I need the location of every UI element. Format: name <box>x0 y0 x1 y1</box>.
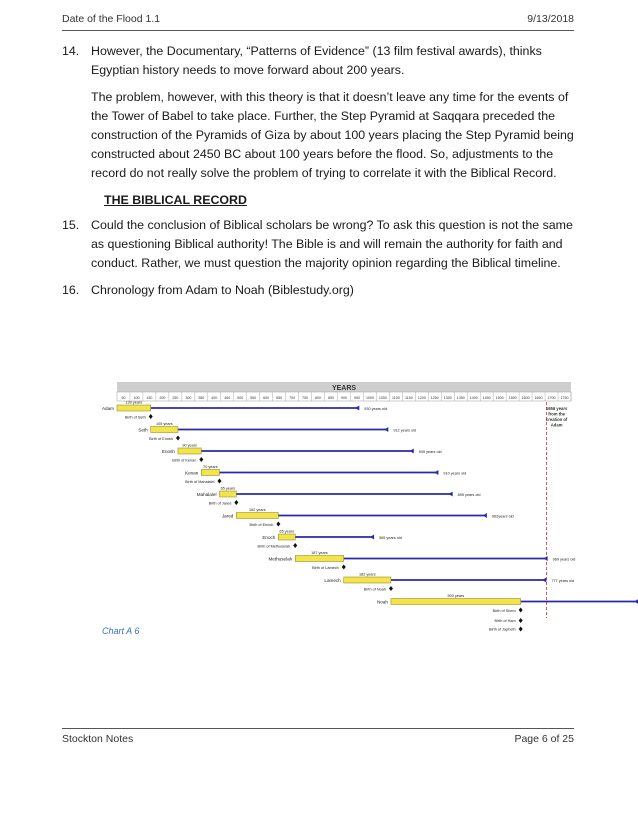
birth-marker <box>234 500 238 505</box>
birth-label: Birth of Noah <box>363 587 386 592</box>
son-bar <box>295 556 344 562</box>
tick-label: 1500 <box>495 396 504 400</box>
person-name: Enosh <box>161 449 175 454</box>
birth-marker <box>519 608 523 613</box>
tick-label: 1050 <box>378 396 387 400</box>
tick-label: 300 <box>185 396 192 400</box>
death-age-label: 912 years old <box>393 428 417 433</box>
birth-label: Birth of Shem <box>492 609 516 613</box>
son-bar <box>391 599 521 605</box>
birth-marker <box>217 479 221 484</box>
birth-marker <box>519 627 523 632</box>
death-age-label: 962years old <box>491 514 514 519</box>
birth-marker <box>293 543 297 548</box>
tick-label: 200 <box>159 396 166 400</box>
tick-label: 1400 <box>469 396 478 400</box>
birth-label: Birth of Enoch <box>249 523 274 527</box>
tick-label: 1750 <box>560 396 569 400</box>
death-marker <box>542 578 546 583</box>
son-age-label: 500 years <box>447 594 465 598</box>
son-bar <box>201 470 219 476</box>
person-name: Jared <box>221 513 234 519</box>
death-marker <box>434 470 438 475</box>
tick-label: 900 <box>341 396 347 400</box>
son-age-label: 65 years <box>279 529 295 534</box>
death-age-label: 365 years old <box>379 535 402 540</box>
son-age-label: 65 years <box>220 486 236 491</box>
son-bar <box>219 491 236 497</box>
birth-label: Birth of Kenan <box>172 458 197 463</box>
birth-marker <box>389 586 393 591</box>
son-age-label: 70 years <box>203 465 218 469</box>
tick-label: 850 <box>328 396 335 400</box>
tick-label: 450 <box>224 396 231 400</box>
death-marker <box>483 513 487 518</box>
tick-label: 1600 <box>521 396 530 400</box>
death-marker <box>370 535 374 540</box>
son-age-label: 182 years <box>359 572 376 577</box>
son-bar <box>178 448 201 454</box>
tick-label: 1550 <box>508 396 517 400</box>
birth-label: Birth of Japheth <box>489 627 516 632</box>
birth-marker <box>176 436 180 441</box>
tick-label: 100 <box>133 396 140 400</box>
death-marker <box>634 599 638 604</box>
birth-label: Birth of Mahalalel <box>185 480 215 484</box>
death-age-label: 969 years old <box>552 557 576 562</box>
page-body <box>62 42 574 308</box>
death-age-label: 910 years old <box>443 471 467 476</box>
chart-title: YEARS <box>331 385 357 392</box>
son-age-label: 130 years <box>125 400 143 405</box>
person-name: Adam <box>101 406 114 411</box>
item-text: Could the conclusion of Biblical scholars be wrong? To ask this question is not the same as questioning Biblical authority! The Bible is and will remain the authority for faith and conduct. Rather, we must question the majority opinion regarding the Biblical timeline. <box>91 218 573 270</box>
item-15 <box>62 216 574 273</box>
flood-label: 1656 years <box>545 406 568 411</box>
tick-label: 1350 <box>456 396 465 400</box>
tick-label: 700 <box>289 396 296 400</box>
birth-label: Birth of Enosh <box>149 437 173 441</box>
tick-label: 1450 <box>482 396 491 400</box>
tick-label: 50 <box>121 396 126 400</box>
son-age-label: 162 years <box>249 508 266 512</box>
tick-label: 400 <box>211 396 218 400</box>
tick-label: 600 <box>263 396 270 400</box>
birth-label: Birth of Seth <box>124 415 146 420</box>
item-number: 15. <box>62 218 80 232</box>
item-14 <box>62 42 574 80</box>
flood-label: from the <box>548 411 565 417</box>
page-footer <box>62 733 574 745</box>
son-age-label: 90 years <box>182 443 197 448</box>
header-title: Date of the Flood 1.1 <box>62 13 161 25</box>
birth-label: Birth of Ham <box>494 619 516 623</box>
tick-label: 1150 <box>404 396 413 400</box>
son-bar <box>344 577 391 583</box>
tick-label: 1700 <box>547 396 556 400</box>
tick-label: 650 <box>276 396 283 400</box>
person-name: Seth <box>138 427 148 433</box>
header-date: 9/13/2018 <box>527 13 574 25</box>
item-16 <box>62 281 574 300</box>
tick-label: 800 <box>315 396 322 400</box>
paragraph-14b: The problem, however, with this theory is that it doesn’t leave any time for the events of the Tower of Babel to take place. Further, the Step Pyramid at Saqqara preceded the construction of the Pyramids of Giza by about 100 years placing the Step Pyramid being constructed about 2450 BC about 100 years before the flood. So, adjustments to the record do not really solve the problem of trying to correlate it with the Biblical Record. <box>91 90 574 180</box>
death-marker <box>449 492 453 497</box>
birth-marker <box>519 618 523 623</box>
footer-page: Page 6 of 25 <box>514 733 574 745</box>
death-age-label: 930 years old <box>364 406 388 411</box>
birth-label: Birth of Methuselah <box>257 544 291 549</box>
tick-label: 500 <box>237 396 244 400</box>
chart-caption: Chart A 6 <box>102 626 140 636</box>
death-age-label: 777 years old <box>551 578 575 583</box>
son-bar <box>151 427 178 433</box>
page-header <box>62 13 574 25</box>
death-age-label: 895 years old <box>457 492 481 497</box>
person-name: Kenan <box>185 470 199 476</box>
person-name: Enoch <box>262 535 276 540</box>
tick-label: 350 <box>198 396 205 400</box>
son-bar <box>278 534 295 540</box>
son-bar <box>117 405 151 411</box>
death-age-label: 905 years old <box>418 449 442 454</box>
birth-marker <box>276 522 280 527</box>
birth-marker <box>199 457 203 462</box>
tick-label: 1650 <box>534 396 543 400</box>
tick-label: 1200 <box>417 396 426 400</box>
birth-marker <box>342 565 346 570</box>
footer-left: Stockton Notes <box>62 733 134 745</box>
footer-rule <box>62 728 574 729</box>
tick-label: 1100 <box>392 396 400 400</box>
flood-label: Adam <box>550 422 563 428</box>
item-text: However, the Documentary, “Patterns of Evidence” (13 film festival awards), thinks Egyptian history needs to move forward about 200 years. <box>91 44 542 77</box>
son-age-label: 105 years <box>156 422 173 426</box>
death-marker <box>544 556 548 561</box>
death-marker <box>384 427 388 432</box>
birth-marker <box>149 414 153 419</box>
birth-label: Birth of Jared <box>208 501 232 506</box>
tick-label: 950 <box>353 396 360 400</box>
son-age-label: 187 years <box>311 551 328 555</box>
section-heading: THE BIBLICAL RECORD <box>104 193 247 207</box>
tick-label: 550 <box>250 396 257 400</box>
tick-label: 1300 <box>443 396 452 400</box>
person-name: Noah <box>376 599 388 605</box>
death-marker <box>410 449 414 454</box>
son-bar <box>236 513 278 519</box>
flood-label: creation of <box>545 417 568 422</box>
tick-label: 250 <box>172 396 179 400</box>
item-number: 14. <box>62 44 80 58</box>
tick-label: 750 <box>302 396 309 400</box>
header-rule <box>62 30 574 31</box>
tick-label: 1000 <box>365 396 374 400</box>
death-marker <box>355 406 359 411</box>
item-text: Chronology from Adam to Noah (Biblestudy.org) <box>91 283 354 297</box>
item-number: 16. <box>62 283 80 297</box>
tick-label: 1250 <box>430 396 439 400</box>
person-name: Methuselah <box>268 556 293 562</box>
person-name: Mahalalel <box>196 492 217 497</box>
tick-label: 150 <box>146 396 153 400</box>
person-name: Lamech <box>324 578 341 583</box>
birth-label: Birth of Lamech <box>312 566 339 570</box>
